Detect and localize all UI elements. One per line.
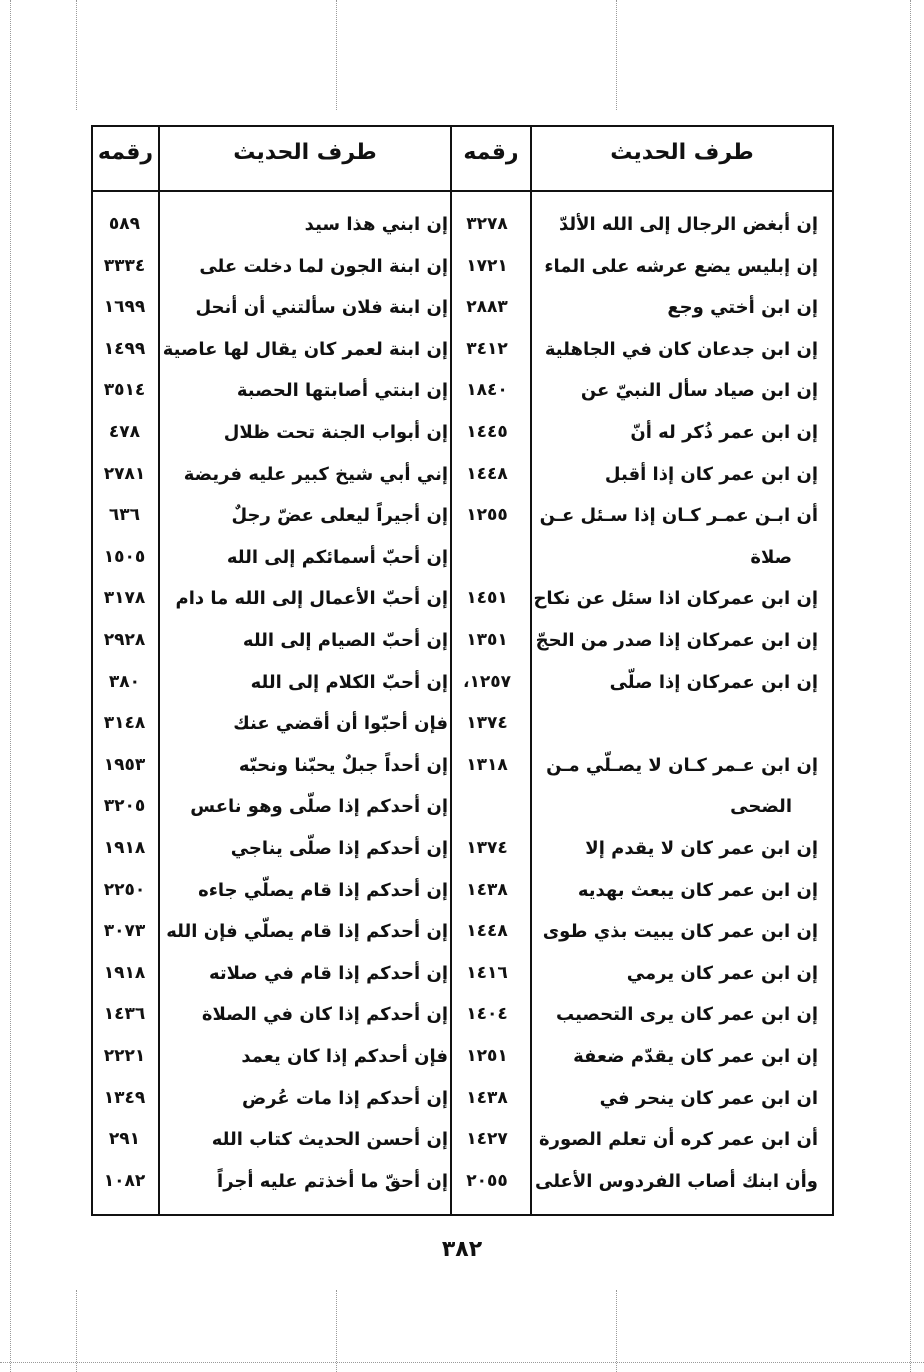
number-cell: ٦٣٦ — [108, 505, 141, 526]
header-number-left: رقمه — [97, 140, 154, 165]
table-row — [93, 578, 832, 619]
scan-dotted-line — [336, 0, 337, 110]
hadith-cell: إن ابن عمر كان إذا أقبل — [604, 463, 818, 485]
table-row — [93, 994, 832, 1035]
table-row — [93, 1161, 832, 1202]
hadith-cell: إن أحبّ أسمائكم إلى الله — [226, 546, 448, 568]
header-hadith-right: طرف الحديث — [610, 140, 754, 165]
table-row — [93, 953, 832, 994]
hadith-cell: إن أبواب الجنة تحت ظلال — [223, 422, 448, 443]
hadith-cell: إن ابن عمر كان يرى التحصيب — [556, 1004, 818, 1026]
header-number-right: رقمه — [463, 140, 519, 165]
hadith-cell: إن أحدكم إذا كان في الصلاة — [201, 1004, 448, 1026]
hadith-cell: إن ابن عـمر كـان لا يصـلّي مـن — [546, 754, 818, 776]
table-header — [93, 127, 832, 190]
hadith-index-table — [91, 125, 834, 1216]
hadith-cell: أن ابن عمر كره أن تعلم الصورة — [539, 1129, 818, 1151]
table-row — [93, 703, 832, 744]
number-cell: ١٤٠٤ — [466, 1004, 508, 1025]
hadith-cell: إن ابن عمر كان يرمي — [626, 962, 818, 984]
hadith-cell: فإن أحبّوا أن أقضي عنك — [233, 713, 448, 735]
hadith-cell: إن ابن جدعان كان في الجاهلية — [544, 338, 818, 360]
number-cell: ٢٢٢١ — [103, 1046, 146, 1066]
scan-dotted-line — [76, 1290, 77, 1372]
number-cell: ١٣٤٩ — [103, 1087, 146, 1108]
hadith-cell: إن ابنة لعمر كان يقال لها عاصية — [162, 338, 448, 360]
hadith-cell: إن أحدكم إذا مات عُرض — [242, 1087, 448, 1109]
hadith-cell: إن أجيراً ليعلى عضّ رجلٌ — [231, 505, 448, 527]
hadith-cell: إن أحبّ الأعمال إلى الله ما دام — [175, 588, 448, 610]
table-row — [93, 620, 832, 661]
header-divider — [93, 190, 832, 192]
hadith-cell: إن ابن عمركان اذا سئل عن نكاح — [533, 588, 818, 610]
scan-dotted-line — [76, 0, 77, 110]
hadith-cell: إن أحدكم إذا قام يصلّي فإن الله — [166, 921, 448, 943]
number-cell: ١٤٣٨ — [466, 1087, 508, 1108]
number-cell: ٣٠٧٣ — [103, 921, 146, 942]
table-row — [93, 745, 832, 786]
table-row — [93, 495, 832, 536]
number-cell: ٣١٤٨ — [103, 713, 146, 734]
hadith-cell: إن أبغض الرجال إلى الله الألدّ — [558, 214, 818, 235]
number-cell: ١٤٢٧ — [466, 1129, 508, 1150]
scan-dotted-line — [616, 1290, 617, 1372]
table-row — [93, 1078, 832, 1119]
hadith-cell: ان ابن عمر كان ينحر في — [599, 1087, 818, 1109]
scan-dotted-line — [0, 1362, 924, 1363]
table-row — [93, 662, 832, 703]
hadith-cell: إن أحبّ الكلام إلى الله — [250, 671, 448, 693]
hadith-cell: إن أحسن الحديث كتاب الله — [211, 1129, 448, 1151]
number-cell: ٤٧٨ — [108, 422, 141, 442]
hadith-cell: إني أبي شيخ كبير عليه فريضة — [183, 463, 448, 485]
number-cell: ١٩٥٣ — [103, 754, 146, 775]
hadith-cell: إن ابنة فلان سألتني أن أنحل — [195, 297, 448, 319]
table-row — [93, 287, 832, 328]
number-cell: ٢٨٨٣ — [466, 297, 508, 318]
number-cell: ٣٢٧٨ — [466, 214, 508, 234]
number-cell: ١٢٥٧، — [463, 671, 511, 692]
number-cell: ١٤٤٨ — [466, 463, 508, 484]
hadith-cell: إن ابن عمر كان يبيت بذي طوى — [542, 921, 818, 943]
table-row — [93, 370, 832, 411]
number-cell: ١٤٣٦ — [103, 1004, 146, 1025]
header-hadith-left: طرف الحديث — [233, 140, 377, 165]
table-row — [93, 329, 832, 370]
number-cell: ١٢٥٥ — [466, 505, 508, 526]
hadith-cell: إن ابن عمر كان لا يقدم إلا — [585, 838, 818, 859]
number-cell: ٢٩١ — [108, 1129, 141, 1150]
number-cell: ٢٩٢٨ — [103, 630, 146, 650]
number-cell: ٥٨٩ — [108, 214, 141, 234]
table-row — [93, 454, 832, 495]
number-cell: ١٣٧٤ — [466, 838, 508, 858]
scan-dotted-line — [336, 1290, 337, 1372]
number-cell: ١٢٥١ — [466, 1046, 508, 1066]
table-row — [93, 246, 832, 287]
hadith-cell: إن أحدكم إذا صلّى يناجي — [230, 838, 448, 859]
number-cell: ١٩١٨ — [103, 962, 146, 983]
number-cell: ١٨٤٠ — [466, 380, 508, 401]
number-cell: ٣٨٠ — [108, 671, 141, 692]
hadith-cell: إن ابنة الجون لما دخلت على — [199, 255, 448, 277]
number-cell — [450, 537, 524, 578]
number-cell: ٣٤١٢ — [466, 338, 508, 359]
number-cell: ٢٠٥٥ — [466, 1170, 508, 1191]
hadith-cell: إن ابن عمركان إذا صدر من الحجّ — [535, 630, 818, 651]
number-cell: ١٤١٦ — [466, 962, 508, 983]
hadith-cell: أن ابـن عمـر كـان إذا سـئل عـن — [539, 505, 818, 527]
number-cell: ٣٢٠٥ — [103, 796, 146, 817]
hadith-cell: صلاة — [750, 546, 792, 568]
number-cell: ٢٧٨١ — [103, 463, 146, 484]
number-cell: ١٤٤٨ — [466, 921, 508, 942]
scan-dotted-line — [616, 0, 617, 110]
hadith-cell: إن ابنتي أصابتها الحصبة — [236, 380, 448, 402]
hadith-cell: إن أحدكم إذا صلّى وهو ناعس — [190, 796, 448, 818]
number-cell: ٣٣٣٤ — [103, 255, 146, 276]
scan-dotted-line — [910, 0, 911, 1372]
table-row — [93, 870, 832, 911]
number-cell — [450, 786, 524, 827]
table-row — [93, 911, 832, 952]
number-cell: ١٦٩٩ — [103, 297, 146, 318]
table-row — [93, 204, 832, 245]
hadith-cell: إن ابن عمر كان يقدّم ضعفة — [573, 1046, 818, 1067]
number-cell: ٣١٧٨ — [103, 588, 146, 609]
page-number: ٣٨٢ — [441, 1237, 483, 1262]
hadith-cell: وأن ابنك أصاب الفردوس الأعلى — [534, 1170, 818, 1192]
hadith-cell: إن ابن صياد سأل النبيّ عن — [580, 380, 818, 402]
number-cell: ١٤٣٨ — [466, 879, 508, 900]
number-cell: ١٧٢١ — [466, 255, 508, 276]
hadith-cell: إن إبليس يضع عرشه على الماء — [544, 255, 818, 277]
hadith-cell: إن أحدكم إذا قام في صلاته — [208, 962, 448, 984]
number-cell: ١٤٩٩ — [103, 338, 146, 359]
number-cell: ٢٢٥٠ — [103, 879, 146, 900]
number-cell: ١٣٧٤ — [466, 713, 508, 734]
hadith-cell: الضحى — [730, 796, 792, 818]
hadith-cell: إن أحبّ الصيام إلى الله — [242, 630, 448, 651]
hadith-cell: إن ابن عمركان إذا صلّى — [609, 671, 818, 693]
table-row — [93, 1119, 832, 1160]
table-row — [93, 1036, 832, 1077]
number-cell: ١٣٥١ — [466, 630, 508, 650]
hadith-cell: إن أحداً جبلٌ يحبّنا ونحبّه — [238, 754, 448, 776]
number-cell: ١٩١٨ — [103, 838, 146, 858]
table-row — [93, 412, 832, 453]
hadith-cell: إن ابن أختي وجع — [667, 297, 818, 319]
number-cell: ١٣١٨ — [466, 754, 508, 775]
number-cell: ١٤٥١ — [466, 588, 508, 609]
hadith-cell: إن ابن عمر كان يبعث بهديه — [577, 879, 818, 901]
hadith-cell: إن أحقّ ما أخذتم عليه أجراً — [217, 1170, 448, 1192]
scan-dotted-line — [10, 0, 11, 1372]
number-cell: ١٥٠٥ — [103, 546, 146, 567]
table-row — [93, 786, 832, 827]
hadith-cell: إن أحدكم إذا قام يصلّي جاءه — [198, 879, 448, 901]
hadith-cell: إن ابن عمر ذُكر له أنّ — [630, 422, 818, 443]
hadith-cell: إن ابني هذا سيد — [304, 214, 448, 235]
hadith-cell — [536, 703, 818, 744]
number-cell: ١٤٤٥ — [466, 422, 508, 442]
number-cell: ٣٥١٤ — [103, 380, 146, 401]
hadith-cell: فإن أحدكم إذا كان يعمد — [241, 1046, 448, 1067]
number-cell: ١٠٨٢ — [103, 1170, 146, 1191]
table-row — [93, 828, 832, 869]
table-row — [93, 537, 832, 578]
